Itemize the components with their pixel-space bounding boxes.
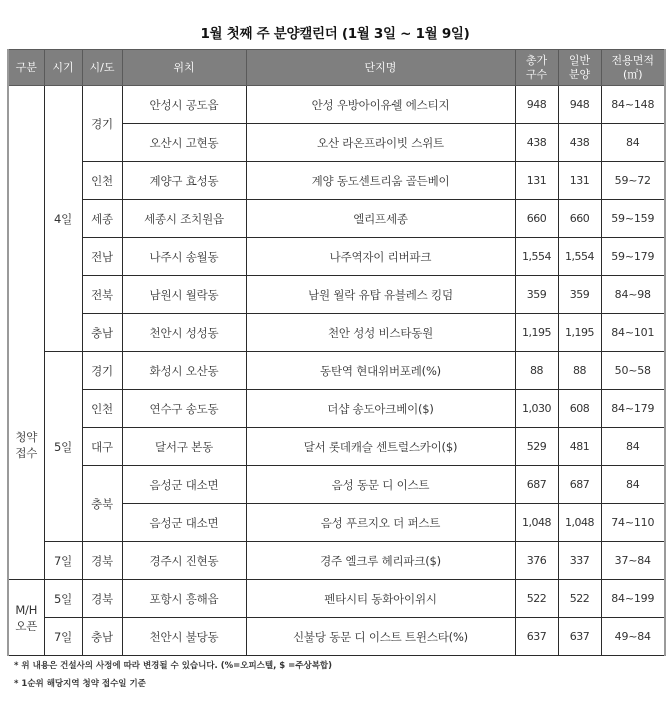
header-location: 위치 xyxy=(122,50,246,86)
complex-cell: 엘리프세종 xyxy=(246,200,515,238)
header-area-line2: (㎡) xyxy=(622,67,643,81)
area-cell: 84 xyxy=(601,428,665,466)
area-cell: 37~84 xyxy=(601,542,665,580)
region-cell: 충북 xyxy=(82,466,122,542)
header-total-units xyxy=(515,50,558,86)
total-units-cell: 1,195 xyxy=(515,314,558,352)
area-cell: 84 xyxy=(601,466,665,504)
area-cell: 84~98 xyxy=(601,276,665,314)
location-cell: 천안시 불당동 xyxy=(122,618,246,656)
footnotes xyxy=(14,657,332,693)
header-general-line2: 분양 xyxy=(568,67,591,81)
area-cell: 59~179 xyxy=(601,238,665,276)
header-timing: 시기 xyxy=(44,50,82,86)
header-general-line1: 일반 xyxy=(568,53,591,67)
header-general-sale xyxy=(558,50,601,86)
header-category: 구분 xyxy=(8,50,44,86)
complex-cell: 음성 푸르지오 더 퍼스트 xyxy=(246,504,515,542)
region-cell: 충남 xyxy=(82,314,122,352)
total-units-cell: 359 xyxy=(515,276,558,314)
location-cell: 화성시 오산동 xyxy=(122,352,246,390)
total-units-cell: 522 xyxy=(515,580,558,618)
location-cell: 나주시 송월동 xyxy=(122,238,246,276)
header-complex: 단지명 xyxy=(246,50,515,86)
location-cell: 음성군 대소면 xyxy=(122,504,246,542)
total-units-cell: 529 xyxy=(515,428,558,466)
total-units-cell: 438 xyxy=(515,124,558,162)
timing-cell: 5일 xyxy=(44,352,82,542)
general-sale-cell: 608 xyxy=(558,390,601,428)
general-sale-cell: 522 xyxy=(558,580,601,618)
region-cell: 전남 xyxy=(82,238,122,276)
location-cell: 오산시 고현동 xyxy=(122,124,246,162)
page-title: 1월 첫째 주 분양캘린더 (1월 3일 ~ 1월 9일) xyxy=(200,26,470,42)
table-row xyxy=(8,238,665,276)
table-row xyxy=(8,162,665,200)
header-area-line1: 전용면적 xyxy=(611,53,654,67)
total-units-cell: 131 xyxy=(515,162,558,200)
table-row xyxy=(8,390,665,428)
location-cell: 안성시 공도읍 xyxy=(122,86,246,124)
total-units-cell: 376 xyxy=(515,542,558,580)
area-cell: 84~101 xyxy=(601,314,665,352)
footnote-basis: * 1순위 해당지역 청약 접수일 기준 xyxy=(14,679,146,689)
general-sale-cell: 948 xyxy=(558,86,601,124)
category-subscription-line1: 청약 xyxy=(15,430,38,444)
general-sale-cell: 687 xyxy=(558,466,601,504)
timing-cell: 4일 xyxy=(44,86,82,352)
table-row xyxy=(8,466,665,504)
table-row xyxy=(8,352,665,390)
total-units-cell: 1,030 xyxy=(515,390,558,428)
footnote-disclaimer: * 위 내용은 건설사의 사정에 따라 변경될 수 있습니다. (%=오피스텔, $ =주상복합) xyxy=(14,661,333,671)
total-units-cell: 1,048 xyxy=(515,504,558,542)
complex-cell: 계양 동도센트리움 골든베이 xyxy=(246,162,515,200)
complex-cell: 천안 성성 비스타동원 xyxy=(246,314,515,352)
location-cell: 계양구 효성동 xyxy=(122,162,246,200)
table-row xyxy=(8,428,665,466)
sales-calendar-table xyxy=(7,49,666,656)
complex-cell: 오산 라온프라이빗 스위트 xyxy=(246,124,515,162)
location-cell: 음성군 대소면 xyxy=(122,466,246,504)
complex-cell: 동탄역 현대위버포레(%) xyxy=(246,352,515,390)
general-sale-cell: 1,048 xyxy=(558,504,601,542)
complex-cell: 음성 동문 디 이스트 xyxy=(246,466,515,504)
table-header-row xyxy=(8,50,665,86)
total-units-cell: 637 xyxy=(515,618,558,656)
total-units-cell: 660 xyxy=(515,200,558,238)
region-cell: 경기 xyxy=(82,86,122,162)
region-cell: 충남 xyxy=(82,618,122,656)
timing-cell: 7일 xyxy=(44,542,82,580)
general-sale-cell: 637 xyxy=(558,618,601,656)
area-cell: 59~72 xyxy=(601,162,665,200)
area-cell: 84 xyxy=(601,124,665,162)
category-mh-line1: M/H xyxy=(15,602,38,617)
table-row xyxy=(8,542,665,580)
general-sale-cell: 660 xyxy=(558,200,601,238)
table-row xyxy=(8,314,665,352)
timing-cell: 5일 xyxy=(44,580,82,618)
total-units-cell: 687 xyxy=(515,466,558,504)
complex-cell: 신불당 동문 디 이스트 트윈스타(%) xyxy=(246,618,515,656)
region-cell: 세종 xyxy=(82,200,122,238)
general-sale-cell: 438 xyxy=(558,124,601,162)
table-row xyxy=(8,86,665,124)
category-mh-line2: 오픈 xyxy=(15,618,38,633)
area-cell: 49~84 xyxy=(601,618,665,656)
general-sale-cell: 1,195 xyxy=(558,314,601,352)
location-cell: 연수구 송도동 xyxy=(122,390,246,428)
region-cell: 경북 xyxy=(82,580,122,618)
complex-cell: 나주역자이 리버파크 xyxy=(246,238,515,276)
timing-cell: 7일 xyxy=(44,618,82,656)
location-cell: 달서구 본동 xyxy=(122,428,246,466)
category-model-house-open xyxy=(8,580,44,656)
area-cell: 50~58 xyxy=(601,352,665,390)
general-sale-cell: 131 xyxy=(558,162,601,200)
region-cell: 인천 xyxy=(82,390,122,428)
location-cell: 포항시 흥해읍 xyxy=(122,580,246,618)
general-sale-cell: 481 xyxy=(558,428,601,466)
area-cell: 84~179 xyxy=(601,390,665,428)
area-cell: 84~199 xyxy=(601,580,665,618)
area-cell: 59~159 xyxy=(601,200,665,238)
complex-cell: 달서 롯데캐슬 센트럴스카이($) xyxy=(246,428,515,466)
complex-cell: 더샵 송도아크베이($) xyxy=(246,390,515,428)
table-row xyxy=(8,276,665,314)
complex-cell: 남원 월락 유탑 유블레스 킹덤 xyxy=(246,276,515,314)
header-total-line2: 구수 xyxy=(525,67,548,81)
location-cell: 경주시 진현동 xyxy=(122,542,246,580)
table-row xyxy=(8,200,665,238)
location-cell: 남원시 월락동 xyxy=(122,276,246,314)
region-cell: 대구 xyxy=(82,428,122,466)
complex-cell: 경주 엘크루 헤리파크($) xyxy=(246,542,515,580)
region-cell: 경기 xyxy=(82,352,122,390)
location-cell: 천안시 성성동 xyxy=(122,314,246,352)
complex-cell: 안성 우방아이유쉘 에스티지 xyxy=(246,86,515,124)
region-cell: 인천 xyxy=(82,162,122,200)
general-sale-cell: 337 xyxy=(558,542,601,580)
area-cell: 84~148 xyxy=(601,86,665,124)
general-sale-cell: 88 xyxy=(558,352,601,390)
total-units-cell: 1,554 xyxy=(515,238,558,276)
category-subscription xyxy=(8,86,44,580)
table-row xyxy=(8,618,665,656)
total-units-cell: 948 xyxy=(515,86,558,124)
location-cell: 세종시 조치원읍 xyxy=(122,200,246,238)
complex-cell: 펜타시티 동화아이위시 xyxy=(246,580,515,618)
region-cell: 전북 xyxy=(82,276,122,314)
header-total-line1: 총가 xyxy=(525,53,548,67)
table-row xyxy=(8,580,665,618)
region-cell: 경북 xyxy=(82,542,122,580)
header-region: 시/도 xyxy=(82,50,122,86)
area-cell: 74~110 xyxy=(601,504,665,542)
general-sale-cell: 1,554 xyxy=(558,238,601,276)
category-subscription-line2: 접수 xyxy=(15,446,38,460)
total-units-cell: 88 xyxy=(515,352,558,390)
header-exclusive-area xyxy=(601,50,665,86)
general-sale-cell: 359 xyxy=(558,276,601,314)
